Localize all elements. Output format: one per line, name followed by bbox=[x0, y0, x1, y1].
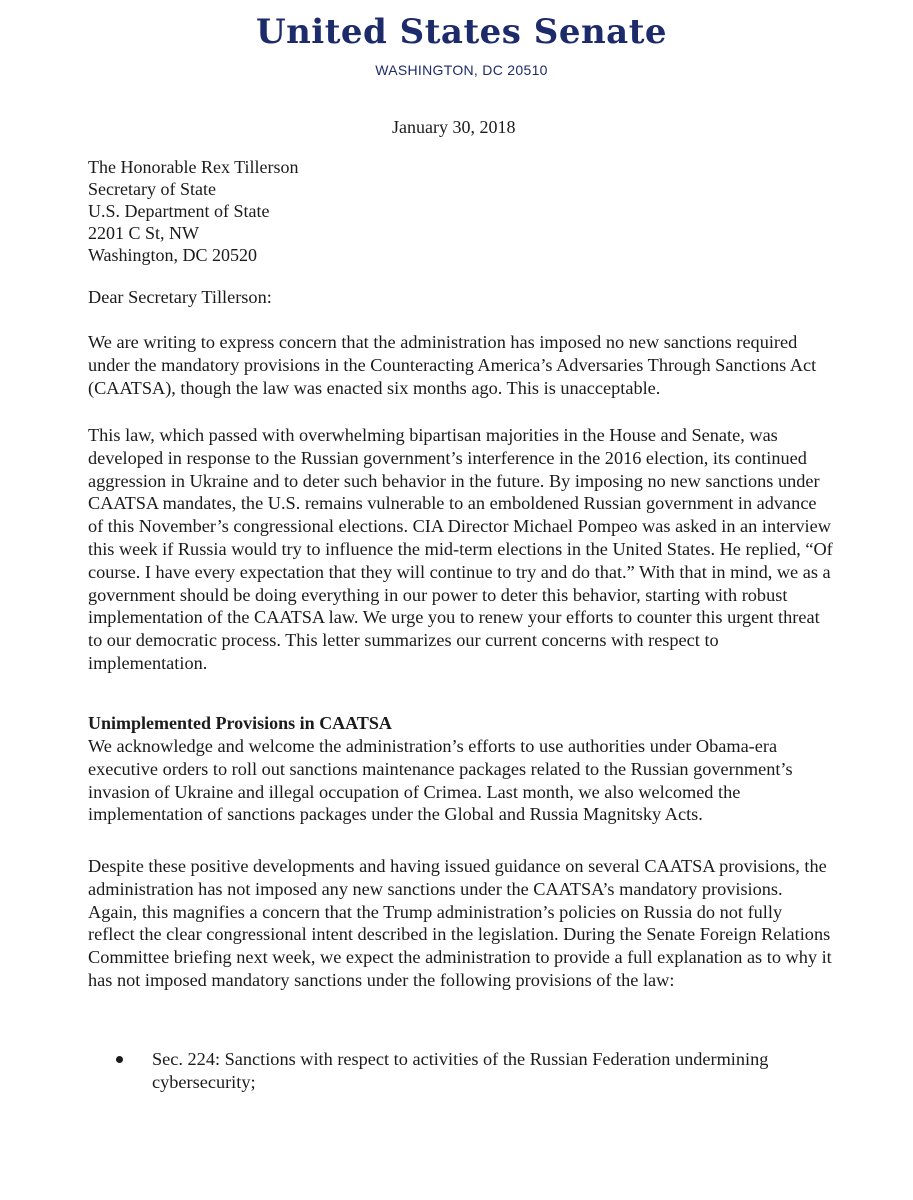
bullet-text: Sec. 224: Sanctions with respect to activities of the Russian Federation undermining cybersecurity; bbox=[152, 1049, 769, 1092]
bullet-dot-icon bbox=[116, 1056, 123, 1063]
recipient-line: Washington, DC 20520 bbox=[88, 245, 258, 265]
recipient-address bbox=[88, 156, 298, 266]
letter-date: January 30, 2018 bbox=[392, 117, 516, 137]
recipient-line: Secretary of State bbox=[88, 179, 216, 199]
section-heading: Unimplemented Provisions in CAATSA bbox=[88, 713, 392, 733]
letterhead-subtitle: WASHINGTON, DC 20510 bbox=[375, 62, 548, 78]
body-paragraph-2: This law, which passed with overwhelming bipartisan majorities in the House and Senate, was developed in response to the Russian government’s interference in the 2016 election, its continued aggression in Ukraine and to deter such behavior in the future. By imposing no new sanctions under CAATSA mandates, the U.S. remains vulnerable to an emboldened Russian government in advance of this November’s congressional elections. CIA Director Michael Pompeo was asked in an interview this week if Russia would try to influence the mid-term elections in the United States. He replied, “Of course. I have every expectation that they will continue to try and do that.” With that in mind, we as a government should be doing everything in our power to deter this behavior, starting with robust implementation of the CAATSA law. We urge you to renew your efforts to counter this urgent threat to our democratic process. This letter summarizes our current concerns with respect to implementation. bbox=[88, 425, 833, 673]
body-paragraph-4: Despite these positive developments and having issued guidance on several CAATSA provisions, the administration has not imposed any new sanctions under the CAATSA’s mandatory provisions. Again, this magnifies a concern that the Trump administration’s policies on Russia do not fully reflect the clear congressional intent described in the legislation. During the Senate Foreign Relations Committee briefing next week, we expect the administration to provide a full explanation as to why it has not imposed mandatory sanctions under the following provisions of the law: bbox=[88, 856, 832, 990]
recipient-line: U.S. Department of State bbox=[88, 201, 270, 221]
body-paragraph-3: We acknowledge and welcome the administration’s efforts to use authorities under Obama-era executive orders to roll out sanctions maintenance packages related to the Russian government’s invasion of Ukraine and illegal occupation of Crimea. Last month, we also welcomed the implementation of sanctions packages under the Global and Russia Magnitsky Acts. bbox=[88, 736, 793, 825]
salutation: Dear Secretary Tillerson: bbox=[88, 287, 272, 307]
body-paragraph-1: We are writing to express concern that the administration has imposed no new sanctions required under the mandatory provisions in the Counteracting America’s Adversaries Through Sanctions Act (CAATSA), though the law was enacted six months ago. This is unacceptable. bbox=[88, 332, 817, 398]
recipient-line: The Honorable Rex Tillerson bbox=[88, 157, 299, 177]
letterhead-title: United States Senate bbox=[255, 12, 668, 52]
recipient-line: 2201 C St, NW bbox=[88, 223, 200, 243]
